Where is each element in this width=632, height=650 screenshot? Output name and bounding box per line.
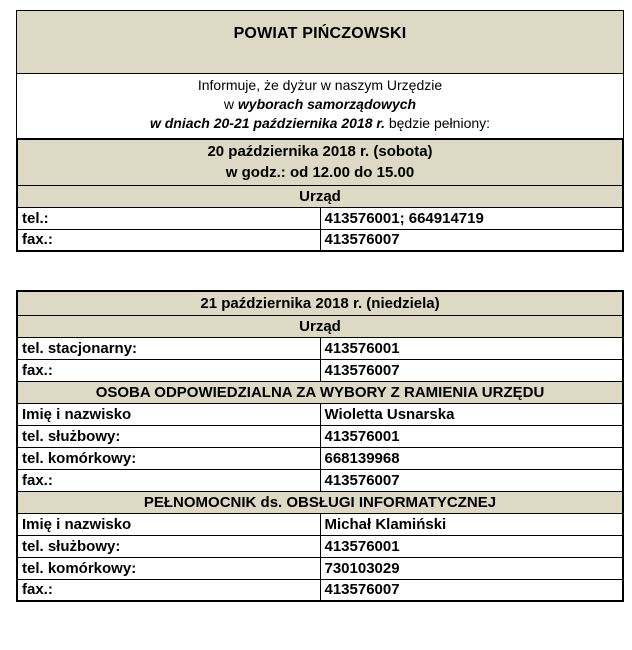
info-line-1: Informuje, że dyżur w naszym Urzędzie	[197, 77, 443, 93]
day1-hours: w godz.: od 12.00 do 15.00	[225, 164, 415, 182]
day2-date: 21 października 2018 r. (niedziela)	[17, 291, 623, 315]
table-row	[17, 425, 623, 447]
row-value: 413576007	[320, 469, 623, 491]
row-value: 668139968	[320, 447, 623, 469]
day1-section-office: Urząd	[17, 185, 623, 207]
row-label: fax.:	[17, 359, 320, 381]
row-label: tel. stacjonarny:	[17, 337, 320, 359]
info-box	[16, 74, 624, 138]
row-value: 413576007	[320, 579, 623, 601]
header-box	[16, 10, 624, 74]
info-line-3-bold: w dniach 20-21 października 2018 r.	[149, 115, 385, 131]
info-line-3-suffix: będzie pełniony:	[384, 115, 491, 131]
row-label: tel. służbowy:	[17, 535, 320, 557]
day1-table	[16, 138, 624, 252]
row-label: tel. komórkowy:	[17, 447, 320, 469]
row-value: 413576007	[320, 359, 623, 381]
table-row	[17, 535, 623, 557]
row-label: Imię i nazwisko	[17, 403, 320, 425]
table-row	[17, 229, 623, 251]
table-row	[17, 403, 623, 425]
info-line-2-bold: wyborach samorządowych	[237, 96, 417, 112]
row-label: Imię i nazwisko	[17, 513, 320, 535]
row-label: fax.:	[17, 229, 320, 251]
table-row	[17, 337, 623, 359]
day2-section-it: PEŁNOMOCNIK ds. OBSŁUGI INFORMATYCZNEJ	[17, 491, 623, 513]
info-line-3	[17, 114, 623, 133]
table-row	[17, 469, 623, 491]
table-row	[17, 513, 623, 535]
row-label: fax.:	[17, 469, 320, 491]
info-line-2	[17, 95, 623, 114]
table-row	[17, 447, 623, 469]
row-label: tel.:	[17, 207, 320, 229]
info-line-2-prefix: w	[223, 96, 238, 112]
day1-date-cell	[17, 139, 623, 185]
day1-date: 20 października 2018 r. (sobota)	[207, 143, 433, 161]
day2-section-office: Urząd	[17, 315, 623, 337]
row-value: 413576001	[320, 337, 623, 359]
table-row	[17, 579, 623, 601]
row-value: 413576001; 664914719	[320, 207, 623, 229]
row-value: 413576007	[320, 229, 623, 251]
row-value: 413576001	[320, 535, 623, 557]
row-label: tel. służbowy:	[17, 425, 320, 447]
table-row	[17, 359, 623, 381]
row-value: Michał Klamiński	[320, 513, 623, 535]
row-value: 730103029	[320, 557, 623, 579]
table-row	[17, 557, 623, 579]
day2-table	[16, 290, 624, 602]
table-row	[17, 207, 623, 229]
day2-section-person: OSOBA ODPOWIEDZIALNA ZA WYBORY Z RAMIENIA URZĘDU	[17, 381, 623, 403]
row-label: fax.:	[17, 579, 320, 601]
row-value: 413576001	[320, 425, 623, 447]
row-value: Wioletta Usnarska	[320, 403, 623, 425]
row-label: tel. komórkowy:	[17, 557, 320, 579]
page-title: POWIAT PIŃCZOWSKI	[233, 25, 407, 42]
